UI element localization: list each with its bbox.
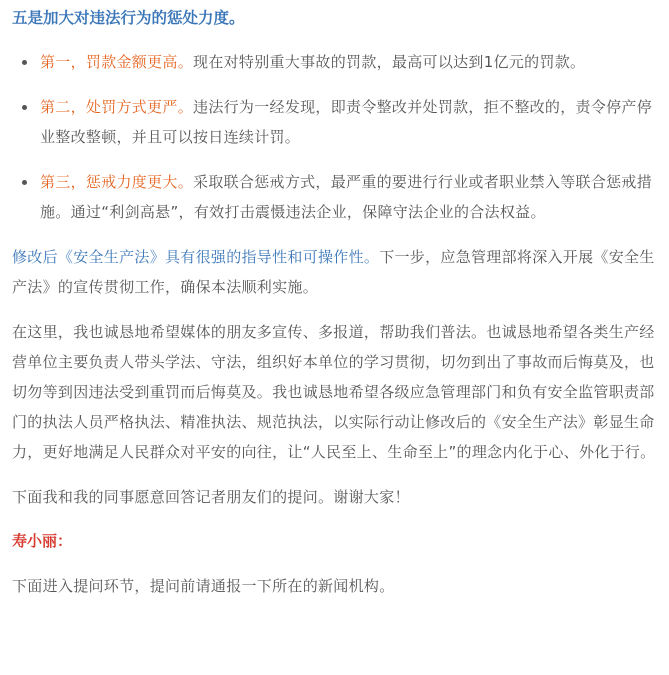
- summary-paragraph: [12, 242, 669, 302]
- measure-text: 违法行为一经发现，即责令整改并处罚款，拒不整改的，责令停产停业整改整顿，并且可以按日连续计罚。: [40, 98, 653, 146]
- bullet-dot-icon: [22, 60, 27, 65]
- measure-label: 第二，处罚方式更严。: [40, 98, 194, 116]
- measure-label: 第一，罚款金额更高。: [40, 53, 194, 71]
- closing-paragraph: 下面我和我的同事愿意回答记者朋友们的提问。谢谢大家！: [12, 488, 410, 506]
- measure-text: 采取联合惩戒方式，最严重的要进行行业或者职业禁入等联合惩戒措施。通过“利剑高悬”，有效打击震慑违法企业，保障守法企业的合法权益。: [40, 173, 653, 221]
- bullet-dot-icon: [22, 105, 27, 110]
- measure-label: 第三，惩戒力度更大。: [40, 173, 194, 191]
- section-heading: 五是加大对违法行为的惩处力度。: [12, 9, 245, 27]
- list-item: [12, 167, 669, 227]
- appeal-paragraph: 在这里，我也诚恳地希望媒体的朋友多宣传、多报道，帮助我们普法。也诚恳地希望各类生产经营单位主要负责人带头学法、守法，组织好本单位的学习贯彻，切勿到出了事故而后悔莫及，也切勿等到因违法受到重罚而后悔莫及。我也诚恳地希望各级应急管理部门和负有安全监管职责部门的执法人员严格执法、精准执法、规范执法，以实际行动让修改后的《安全生产法》彰显生命力，更好地满足人民群众对平安的向往，让“人民至上、生命至上”的理念内化于心、外化于行。: [12, 323, 656, 461]
- summary-text: 下一步，应急管理部将深入开展《安全生产法》的宣传贯彻工作，确保本法顺利实施。: [12, 248, 655, 296]
- list-item: [12, 92, 669, 152]
- bullet-dot-icon: [22, 180, 27, 185]
- speaker-paragraph: 下面进入提问环节，提问前请通报一下所在的新闻机构。: [12, 577, 395, 595]
- summary-highlight: 修改后《安全生产法》具有很强的指导性和可操作性。: [12, 248, 380, 266]
- measures-list: [12, 47, 669, 227]
- speaker-name: 寿小丽：: [12, 532, 73, 550]
- measure-text: 现在对特别重大事故的罚款，最高可以达到1亿元的罚款。: [193, 53, 586, 71]
- list-item: [12, 47, 669, 77]
